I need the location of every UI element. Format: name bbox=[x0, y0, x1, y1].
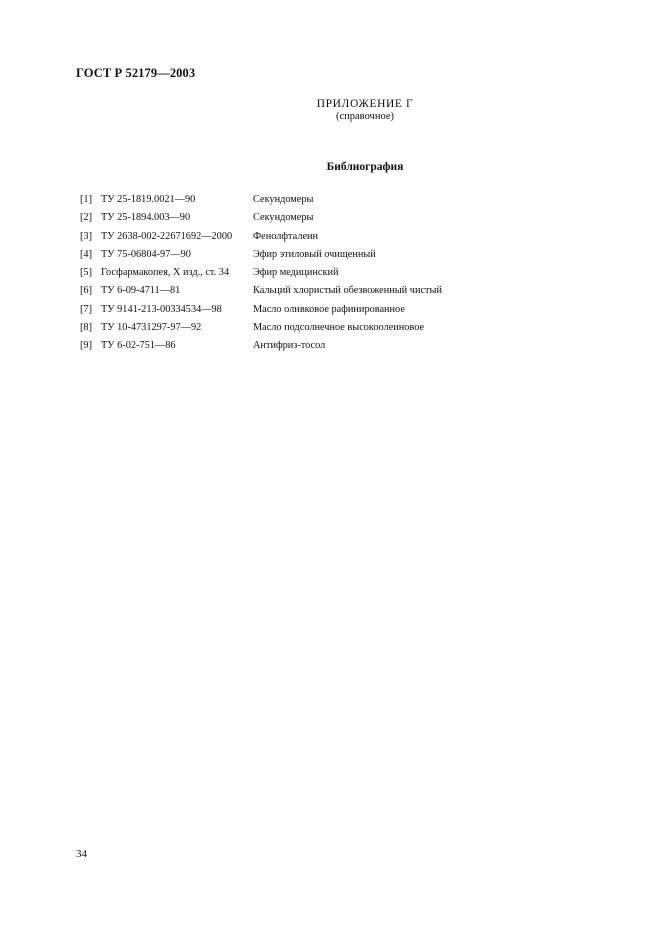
entry-reference: ТУ 25-1819.0021—90 bbox=[101, 194, 196, 205]
bibliography-entry bbox=[80, 209, 500, 227]
bibliography-entry bbox=[80, 282, 500, 300]
entry-description: Масло подсолнечное высокоолеиновое bbox=[253, 322, 425, 334]
entry-number: [9] bbox=[80, 340, 93, 352]
entry-reference: ТУ 9141-213-00334534—98 bbox=[101, 303, 222, 315]
bibliography-entry bbox=[80, 191, 500, 209]
bibliography-entry bbox=[80, 228, 500, 246]
entry-description: Эфир этиловый очищенный bbox=[253, 248, 376, 260]
appendix-title: ПРИЛОЖЕНИЕ Г bbox=[316, 98, 414, 110]
entry-number: [1] bbox=[80, 194, 93, 205]
bibliography-entry bbox=[80, 337, 500, 355]
entry-number: [7] bbox=[80, 303, 93, 315]
page-number: 34 bbox=[76, 848, 87, 860]
bibliography-heading: Библиография bbox=[326, 161, 404, 173]
standard-designation: ГОСТ Р 52179—2003 bbox=[76, 66, 196, 80]
entry-description: Кальций хлористый обезвоженный чистый bbox=[253, 285, 442, 297]
entry-number: [2] bbox=[80, 212, 93, 224]
entry-description: Фенолфталеин bbox=[253, 230, 319, 242]
bibliography-entry bbox=[80, 246, 500, 264]
entry-reference: ТУ 6-09-4711—81 bbox=[101, 285, 181, 297]
entry-reference: ТУ 6-02-751—86 bbox=[101, 340, 176, 352]
entry-number: [8] bbox=[80, 322, 93, 334]
bibliography-entry bbox=[80, 264, 500, 282]
entry-number: [6] bbox=[80, 285, 93, 297]
bibliography-list bbox=[80, 191, 500, 356]
appendix-subtitle: (справочное) bbox=[336, 111, 394, 122]
entry-number: [4] bbox=[80, 248, 93, 260]
entry-reference: Госфармакопея, X изд., ст. 34 bbox=[101, 267, 230, 279]
bibliography-entry bbox=[80, 319, 500, 337]
entry-description: Секундомеры bbox=[253, 194, 314, 205]
entry-reference: ТУ 10-4731297-97—92 bbox=[101, 322, 202, 334]
entry-number: [5] bbox=[80, 267, 93, 279]
entry-reference: ТУ 2638-002-22671692—2000 bbox=[101, 230, 233, 242]
entry-reference: ТУ 25-1894.003—90 bbox=[101, 212, 191, 224]
entry-description: Антифриз-тосол bbox=[253, 340, 326, 352]
bibliography-entry bbox=[80, 301, 500, 319]
entry-description: Эфир медицинский bbox=[253, 267, 339, 279]
entry-description: Масло оливковое рафинированное bbox=[253, 303, 405, 315]
entry-description: Секундомеры bbox=[253, 212, 314, 224]
appendix-heading-block bbox=[220, 98, 510, 123]
entry-number: [3] bbox=[80, 230, 93, 242]
entry-reference: ТУ 75-06804-97—90 bbox=[101, 248, 191, 260]
